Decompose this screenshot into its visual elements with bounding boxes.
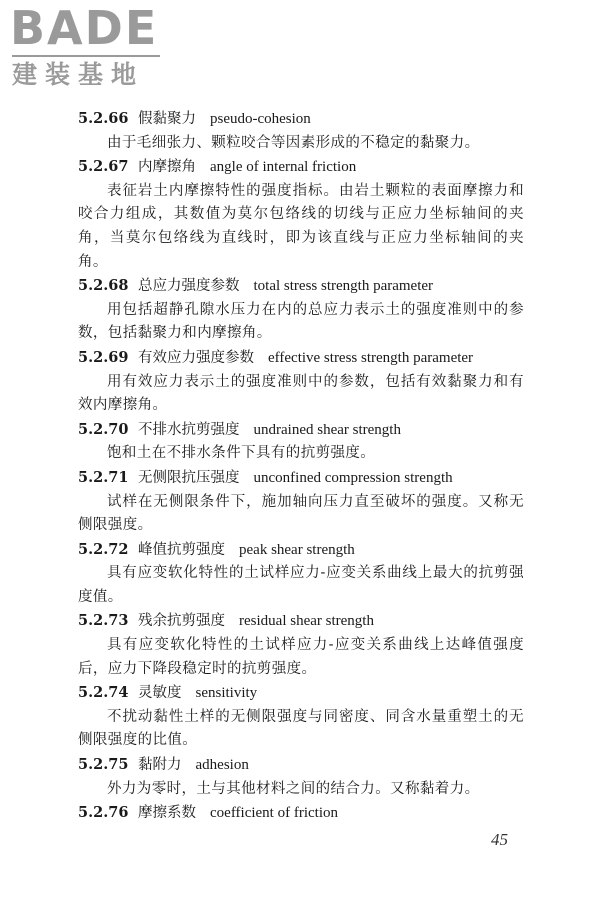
logo-divider (12, 55, 160, 57)
logo-subtitle: 建装基地 (12, 60, 145, 89)
term-english: effective stress strength parameter (268, 349, 474, 366)
term-english: adhesion (195, 757, 249, 774)
glossary-entry (78, 681, 524, 753)
term-english: residual shear strength (239, 613, 374, 630)
term-english: pseudo-cohesion (210, 111, 311, 127)
entry-number: 5.2.72 (78, 540, 129, 558)
glossary-entry (78, 801, 524, 826)
entry-heading (78, 418, 524, 443)
term-english: total stress strength parameter (253, 278, 434, 295)
entry-number: 5.2.71 (78, 468, 129, 486)
term-english: peak shear strength (239, 541, 355, 558)
entry-number: 5.2.74 (78, 684, 129, 702)
term-definition: 具有应变软化特性的土试样应力-应变关系曲线上达峰值强度后，应力下降段稳定时的抗剪强度。 (78, 637, 524, 677)
glossary-entry (78, 753, 524, 801)
page-number: 45 (491, 830, 508, 849)
term-definition: 饱和土在不排水条件下具有的抗剪强度。 (107, 445, 376, 462)
term-definition: 表征岩土内摩擦特性的强度指标。由岩土颗粒的表面摩擦力和咬合力组成，其数值为莫尔包络线的切线与正应力坐标轴间的夹角，当莫尔包络线为直线时，即为该直线与正应力坐标轴间的夹角。 (78, 182, 524, 270)
term-chinese: 内摩擦角 (138, 159, 196, 176)
entry-number: 5.2.76 (78, 804, 129, 822)
term-definition: 用包括超静孔隙水压力在内的总应力表示土的强度准则中的参数，包括黏聚力和内摩擦角。 (78, 301, 524, 342)
glossary-entry (78, 107, 524, 155)
term-definition: 试样在无侧限条件下，施加轴向压力直至破坏的强度。又称无侧限强度。 (78, 493, 524, 534)
entry-number: 5.2.75 (78, 756, 129, 774)
term-chinese: 峰值抗剪强度 (138, 541, 225, 558)
term-chinese: 残余抗剪强度 (138, 613, 225, 630)
term-english: unconfined compression strength (253, 469, 453, 486)
logo-brand: BADE (10, 1, 159, 55)
entry-heading (78, 274, 524, 299)
term-chinese: 无侧限抗压强度 (138, 469, 240, 486)
entry-number: 5.2.70 (78, 420, 129, 438)
entry-number: 5.2.69 (78, 348, 129, 366)
glossary-entry (78, 609, 524, 681)
glossary-entry (78, 418, 524, 466)
term-english: sensitivity (195, 685, 258, 702)
entry-heading (78, 107, 524, 132)
term-chinese: 假黏聚力 (138, 111, 196, 127)
entry-heading (78, 609, 524, 634)
term-chinese: 灵敏度 (138, 685, 182, 702)
entry-heading (78, 346, 524, 371)
term-english: coefficient of friction (210, 805, 338, 822)
term-definition: 由于毛细张力、颗粒咬合等因素形成的不稳定的黏聚力。 (107, 134, 480, 151)
term-english: undrained shear strength (253, 421, 401, 438)
entry-number: 5.2.68 (78, 277, 129, 295)
glossary-entry (78, 155, 524, 274)
entry-number: 5.2.66 (78, 110, 129, 127)
entry-heading (78, 801, 524, 826)
glossary-content (78, 107, 524, 826)
term-english: angle of internal friction (210, 159, 357, 176)
glossary-entry (78, 346, 524, 418)
glossary-entry (78, 538, 524, 610)
term-definition: 外力为零时，土与其他材料之间的结合力。又称黏着力。 (107, 780, 480, 797)
glossary-entry (78, 274, 524, 346)
term-chinese: 总应力强度参数 (138, 278, 240, 295)
glossary-entry (78, 466, 524, 538)
entry-heading (78, 155, 524, 180)
term-definition: 具有应变软化特性的土试样应力-应变关系曲线上最大的抗剪强度值。 (78, 565, 524, 605)
entry-heading (78, 466, 524, 491)
term-definition: 不扰动黏性土样的无侧限强度与同密度、同含水量重塑土的无侧限强度的比值。 (78, 708, 524, 749)
term-chinese: 摩擦系数 (138, 805, 196, 822)
logo (10, 2, 160, 89)
entry-heading (78, 681, 524, 706)
entry-heading (78, 538, 524, 563)
term-definition: 用有效应力表示土的强度准则中的参数，包括有效黏聚力和有效内摩擦角。 (78, 373, 524, 414)
entry-number: 5.2.73 (78, 612, 129, 630)
term-chinese: 有效应力强度参数 (138, 349, 254, 366)
term-chinese: 不排水抗剪强度 (138, 421, 240, 438)
entry-heading (78, 753, 524, 778)
entry-number: 5.2.67 (78, 158, 129, 176)
term-chinese: 黏附力 (138, 757, 182, 774)
